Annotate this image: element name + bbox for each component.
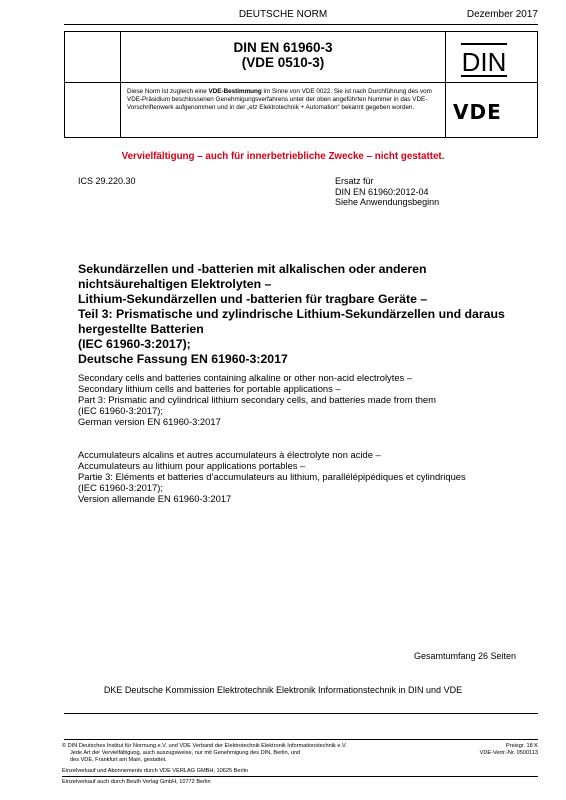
din-logo: [456, 42, 512, 78]
title-fr-line: Partie 3: Eléments et batteries d’accumulateurs au lithium, parallélépipédiques et cylindriques: [78, 471, 466, 482]
document-number: DIN EN 61960-3: [233, 40, 333, 55]
copyright-line: des VDE, Frankfurt am Main, gestattet.: [70, 756, 167, 763]
title-de-line: Sekundärzellen und -batterien mit alkalischen oder anderen: [78, 262, 427, 276]
copyright-notice: [62, 743, 442, 763]
footer-mid-rule: [62, 776, 538, 777]
title-fr-line: Version allemande EN 61960-3:2017: [78, 493, 232, 504]
title-de-line: hergestellte Batterien: [78, 322, 204, 336]
title-de-line: Teil 3: Prismatische und zylindrische Lithium-Sekundärzellen und daraus: [78, 307, 505, 321]
ics-code: ICS 29.220.30: [78, 176, 136, 186]
replacement-info: [335, 176, 439, 208]
title-de-line: Deutsche Fassung EN 61960-3:2017: [78, 352, 288, 366]
notice-text-2: im Sinne von VDE 0022. Sie ist nach Durchführung des vom VDE-Präsidium beschlossenen Genehmigungsverfahrens unter der oben angeführten Nummer in das VDE-Vorschriftenwerk aufgenommen und in der „etz Elektrotechnik + Automation“ bekannt gegeben worden.: [127, 88, 432, 111]
total-pages: Gesamtumfang 26 Seiten: [413, 651, 516, 661]
replacement-label: Ersatz für: [335, 176, 374, 186]
frame-logo-rule: [445, 31, 446, 138]
reproduction-notice: Vervielfältigung – auch für innerbetriebliche Zwecke – nicht gestattet.: [121, 151, 445, 162]
title-en-line: Secondary lithium cells and batteries for portable applications –: [78, 383, 341, 394]
document-type: DEUTSCHE NORM: [238, 9, 328, 20]
vde-logo: VDE: [453, 100, 502, 124]
title-de-line: Lithium-Sekundärzellen und -batterien für tragbare Geräte –: [78, 292, 428, 306]
frame-left-rule: [64, 31, 65, 138]
copyright-line: © DIN Deutsches Institut für Normung e.V. und VDE Verband der Elektrotechnik Elektronik Informationstechnik e.V.: [62, 743, 347, 749]
copyright-line: Jede Art der Vervielfältigung, auch auszugsweise, nur mit Genehmigung des DIN, Berlin, und: [70, 749, 301, 756]
application-start: Siehe Anwendungsbeginn: [335, 197, 440, 207]
notice-bold: VDE-Bestimmung: [208, 88, 262, 95]
title-en-line: Part 3: Prismatic and cylindrical lithium secondary cells, and batteries made from them: [78, 394, 436, 405]
title-fr-line: Accumulateurs alcalins et autres accumulateurs à électrolyte non acide –: [78, 449, 381, 460]
header-rule: [64, 24, 538, 25]
vde-order-number: VDE-Vertr.-Nr. 0500113: [479, 749, 538, 756]
sales-beuth: Einzelverkauf auch durch Beuth Verlag GmbH, 10772 Berlin: [62, 779, 211, 785]
title-de-line: (IEC 61960-3:2017);: [78, 337, 191, 351]
title-french: [78, 449, 538, 504]
dke-rule: [64, 713, 538, 714]
footer-top-rule: [64, 739, 538, 740]
frame-mid-rule: [64, 82, 538, 83]
title-german: [78, 262, 518, 367]
title-de-line: nichtsäurehaltigen Elektrolyten –: [78, 277, 272, 291]
title-fr-line: (IEC 61960-3:2017);: [78, 482, 163, 493]
title-en-line: Secondary cells and batteries containing alkaline or other non-acid electrolytes –: [78, 372, 413, 383]
vde-notice: [127, 88, 437, 112]
title-en-line: (IEC 61960-3:2017);: [78, 405, 163, 416]
sales-vde: Einzelverkauf und Abonnements durch VDE VERLAG GMBH, 10625 Berlin: [62, 768, 248, 774]
title-en-line: German version EN 61960-3:2017: [78, 416, 221, 427]
title-fr-line: Accumulateurs au lithium pour applications portables –: [78, 460, 306, 471]
din-logo-text: DIN: [461, 47, 507, 77]
dke-line: DKE Deutsche Kommission Elektrotechnik Elektronik Informationstechnik in DIN und VDE: [103, 685, 463, 695]
publication-date: Dezember 2017: [466, 9, 538, 20]
document-number-box: [121, 40, 445, 78]
notice-text-1: Diese Norm ist zugleich eine: [127, 88, 209, 95]
title-english: [78, 372, 528, 427]
frame-bottom-rule: [64, 137, 538, 138]
replaced-standard: DIN EN 61960:2012-04: [335, 186, 429, 197]
footer-right: [480, 743, 538, 757]
frame-right-rule: [537, 31, 538, 138]
price-group: Preisgr. 18 K: [505, 743, 538, 749]
frame-top-rule: [64, 31, 538, 32]
vde-classification: (VDE 0510-3): [241, 55, 325, 70]
